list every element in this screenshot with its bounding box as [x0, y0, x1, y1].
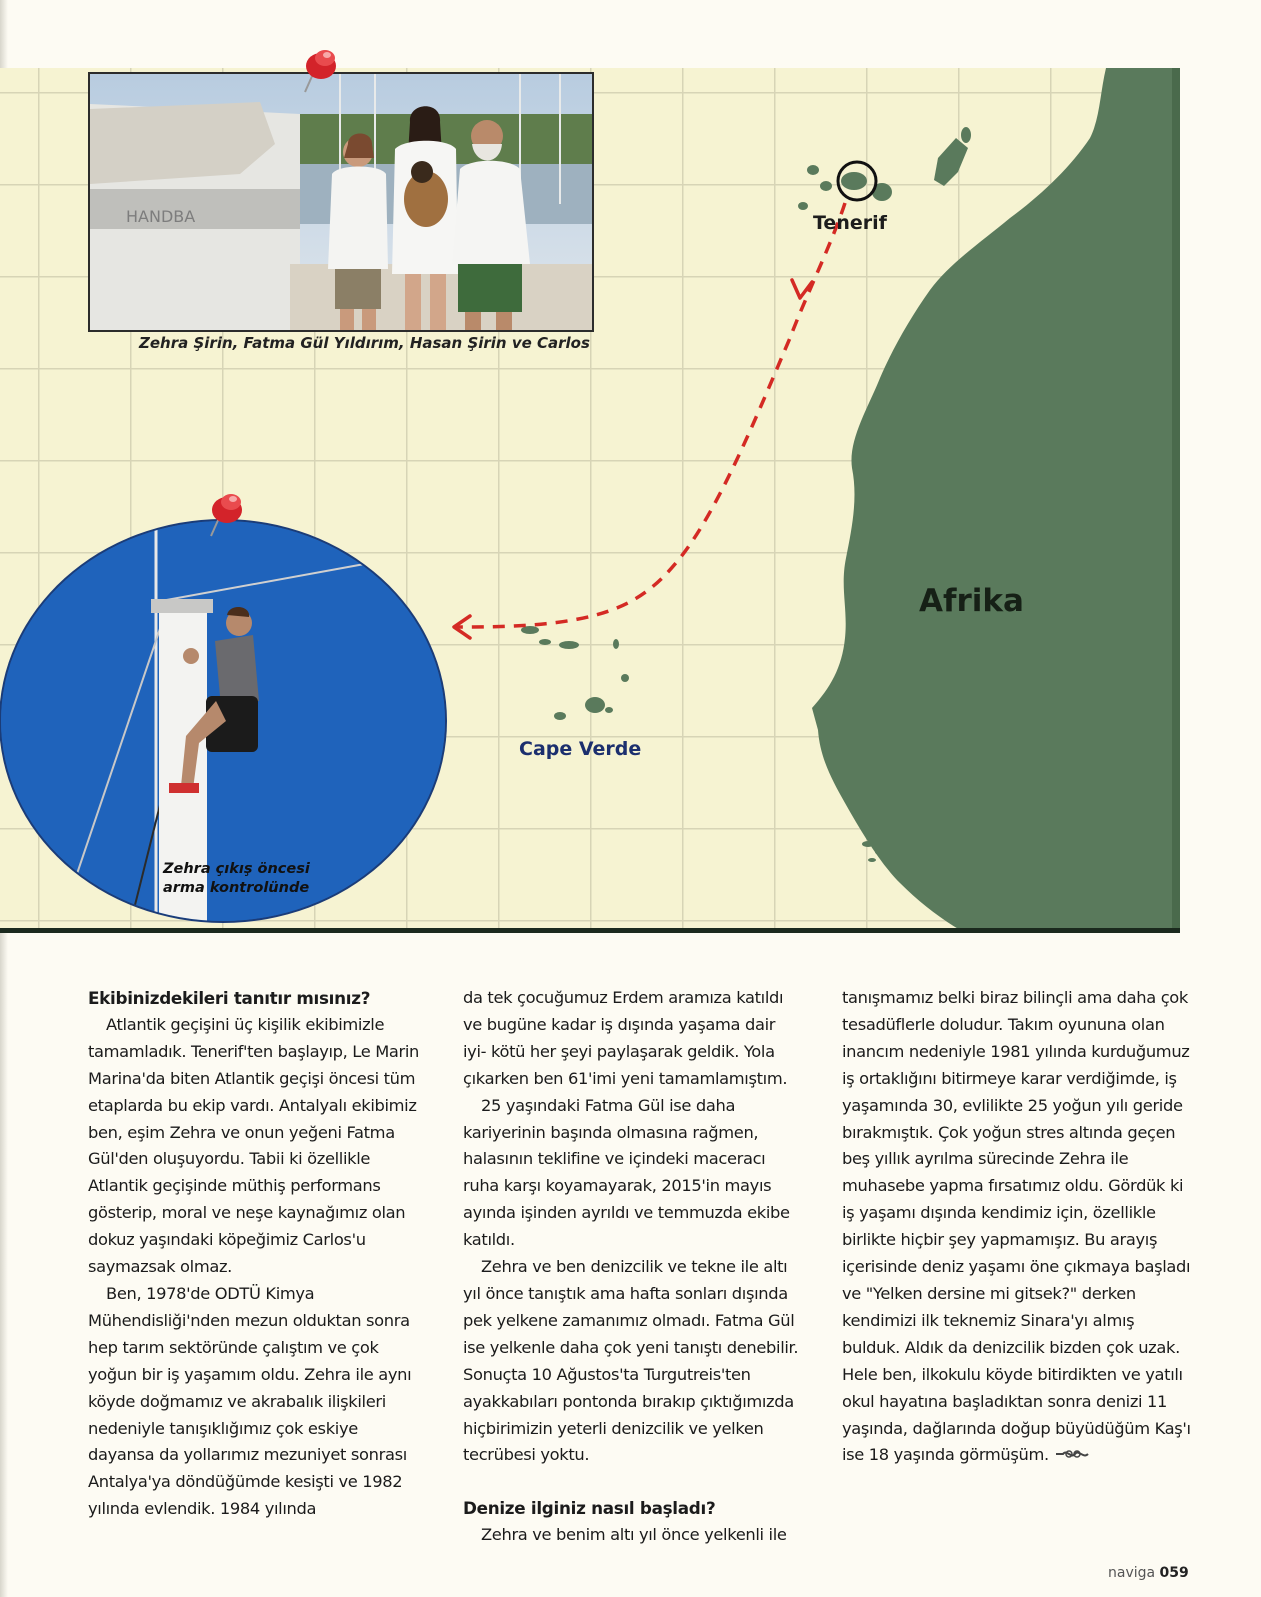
paragraph: Atlantik geçişini üç kişilik ekibimizle tamamladık. Tenerif'ten başlayıp, Le Marin Marina'da biten Atlantik geçişi öncesi tüm etaplarda bu ekip vardı. Antalyalı ekibimiz ben, eşim Zehra ve onun yeğeni Fatma Gül'den oluşuyordu. Tabii ki özellikle Atlantik geçişinde müthiş performans gösterip, moral ve neşe kaynağımız olan dokuz yaşındaki köpeğimiz Carlos'u saymazsak olmaz. [88, 1014, 420, 1277]
boat-name-text: HANDBA [126, 207, 196, 226]
mast-caption-line-1: Zehra çıkış öncesi [163, 861, 310, 877]
paragraph-text: tanışmamız belki biraz bilinçli ama daha çok tesadüflerle doludur. Takım oyununa olan inancım nedeniyle 1981 yılında kurduğumuz iş ortaklığını bitirmeye karar verdiğimde, iş yaşamında 30, evlilikte 25 yoğun yılı geride bırakmıştık. Çok yoğun stres altında geçen beş yıllık ayrılma sürecinde Zehra ile muhasebe yapma fırsatımız oldu. Gördük ki iş yaşamı dışında kendimiz için, özellikle birlikte hiçbir şey yapmamışız. Bu arayış içerisinde deniz yaşamı öne çıkmaya başladı ve "Yelken dersine mi gitsek?" derken kendimizi ilk teknemiz Sinara'yı almış bulduk. Aldık da denizcilik bizden çok uzak. Hele ben, ilkokulu köyde bitirdikten ve yatılı okul hayatına başladıktan sonra denizi 11 yaşında, dağlarında doğup büyüdüğüm Kaş'ı ise 18 yaşında görmüşüm. [842, 988, 1191, 1465]
question-heading: Ekibinizdekileri tanıtır mısınız? [88, 988, 371, 1008]
map-label-cape-verde: Cape Verde [519, 738, 642, 760]
crew-photo [88, 72, 594, 332]
magazine-name: naviga [1108, 1565, 1156, 1581]
paragraph: Ben, 1978'de ODTÜ Kimya Mühendisliği'nden mezun olduktan sonra hep tarım sektöründe çalıştım ve çok yoğun bir iş yaşamım oldu. Zehra ile aynı köyde doğmamız ve akrabalık ilişkileri nedeniyle tanışıklığımız çok eskiye dayansa da yollarımız mezuniyet sonrası Antalya'ya döndüğümde kesişti ve 1982 yılında evlendik. 1984 yılında [88, 1283, 412, 1519]
article-column-3 [842, 985, 1192, 1469]
question-heading: Denize ilginiz nasıl başladı? [463, 1498, 716, 1519]
pushpin-icon [291, 44, 341, 100]
section-divider [0, 928, 1180, 933]
paragraph: Zehra ve ben denizcilik ve tekne ile altı yıl önce tanıştık ama hafta sonları dışında pek yelkene zamanımız olmadı. Fatma Gül ise yelkenle daha çok yeni tanıştı denebilir. Sonuçta 10 Ağustos'ta Turgutreis'ten ayakkabıları pontonda bırakıp çıktığımızda hiçbirimizin yeterli denizcilik ve yelken tecrübesi yoktu. [463, 1257, 799, 1465]
pushpin-icon [199, 488, 249, 544]
paragraph [842, 985, 1192, 1469]
page-number: 059 [1159, 1565, 1189, 1581]
mast-caption-line-2: arma kontrolünde [163, 880, 310, 896]
rope-knot-icon [1055, 1448, 1089, 1460]
mast-photo-caption [163, 860, 310, 898]
crew-photo-caption: Zehra Şirin, Fatma Gül Yıldırım, Hasan Şirin ve Carlos [139, 334, 590, 352]
canary-islands [798, 127, 971, 210]
crew-photo-image [90, 74, 592, 330]
article-column-2 [463, 985, 803, 1549]
map-label-tenerif: Tenerif [813, 212, 887, 234]
paragraph: Zehra ve benim altı yıl önce yelkenli ile [481, 1525, 787, 1545]
cape-verde-islands [521, 626, 629, 720]
paragraph: da tek çocuğumuz Erdem aramıza katıldı ve bugüne kadar iş dışında yaşama dair iyi- kötü her şeyi paylaşarak geldik. Yola çıkarken ben 61'imi yeni tamamlamıştım. [463, 988, 788, 1088]
page-footer [1108, 1565, 1189, 1581]
paragraph: 25 yaşındaki Fatma Gül ise daha kariyerinin başında olmasına rağmen, halasının teklifine ve içindeki maceracı ruha karşı koyamayarak, 2015'in mayıs ayında işinden ayrıldı ve temmuzda ekibe katıldı. [463, 1095, 790, 1250]
map-label-afrika: Afrika [919, 583, 1024, 619]
article-column-1 [88, 985, 428, 1523]
